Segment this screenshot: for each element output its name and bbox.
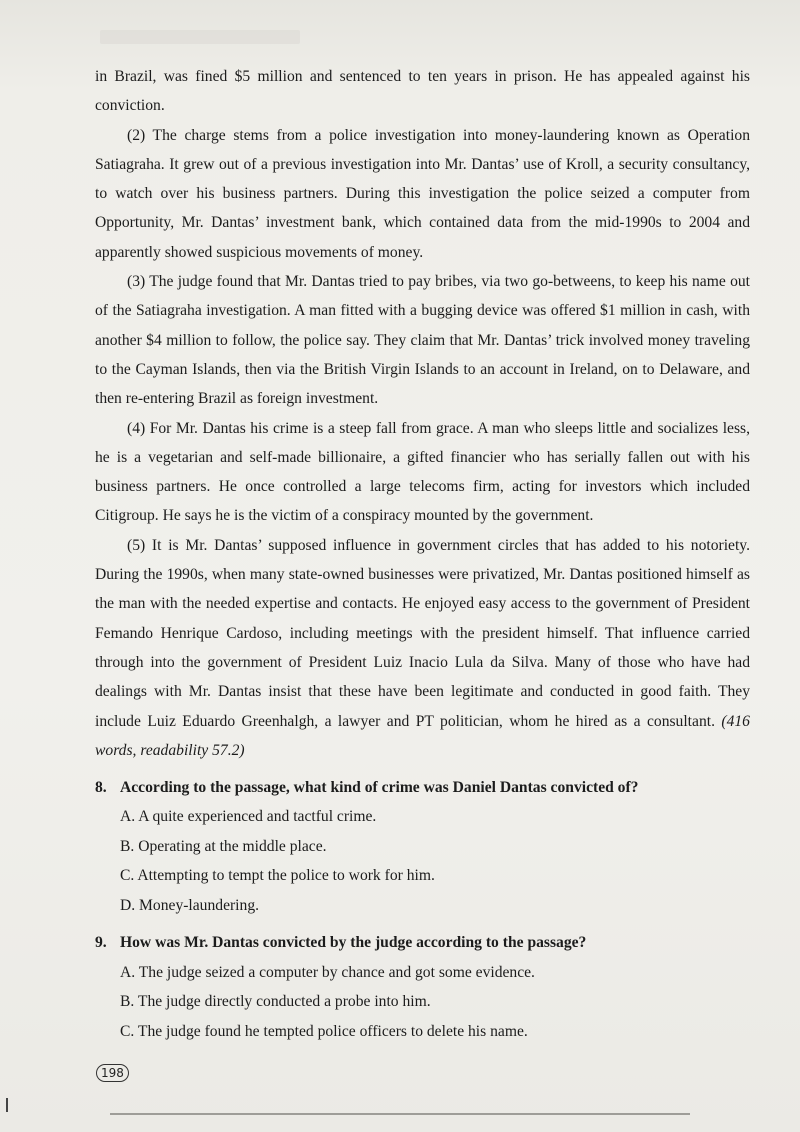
paragraph-3: (3) The judge found that Mr. Dantas tried to pay bribes, via two go-betweens, to keep his name out of the Satiagraha investigation. A man fitted with a bugging device was offered $1 million in cash, with another $4 million to follow, the police say. They claim that Mr. Dantas’ trick involved money traveling to the Cayman Islands, then via the British Virgin Islands to an account in Ireland, on to Delaware, and then re-entering Brazil as foreign investment. — [95, 273, 750, 408]
bottom-divider — [110, 1113, 690, 1115]
passage-stats: (416 words, readability 57.2) — [95, 712, 750, 759]
option-c: C. Attempting to tempt the police to work for him. — [120, 867, 435, 885]
bleed-through-header — [100, 30, 300, 44]
option-a: A. The judge seized a computer by chance and got some evidence. — [120, 963, 535, 981]
question-9 — [95, 928, 750, 957]
page-number: 198 — [96, 1064, 129, 1082]
question-8-options — [120, 802, 750, 920]
question-9-options — [120, 958, 750, 1047]
paragraph-2: (2) The charge stems from a police investigation into money-laundering known as Operation Satiagraha. It grew out of a previous investigation into Mr. Dantas’ use of Kroll, a security consultancy, to watch over his business partners. During this investigation the police seized a computer from Opportunity, Mr. Dantas’ investment bank, which contained data from the mid-1990s to 2004 and apparently showed suspicious movements of money. — [95, 126, 750, 261]
question-number: 9. — [95, 934, 107, 952]
option-c: C. The judge found he tempted police officers to delete his name. — [120, 1022, 528, 1040]
question-number: 8. — [95, 779, 107, 797]
binding-mark — [6, 1098, 8, 1112]
paragraph-5 — [95, 531, 750, 765]
paragraph-5-text: (5) It is Mr. Dantas’ supposed influence in government circles that has added to his notoriety. During the 1990s, when many state-owned businesses were privatized, Mr. Dantas positioned himself as the man with the needed expertise and contacts. He enjoyed easy access to the government of President Femando Henrique Cardoso, including meetings with the president himself. That influence carried through into the government of President Luiz Inacio Lula da Silva. Many of those who have had dealings with Mr. Dantas insist that these have been legitimate and conducted in good faith. They include Luiz Eduardo Greenhalgh, a lawyer and PT politician, whom he hired as a consultant. — [95, 536, 750, 730]
option-b: B. The judge directly conducted a probe into him. — [120, 993, 431, 1011]
question-8 — [95, 773, 750, 802]
option-d: D. Money-laundering. — [120, 896, 260, 914]
option-b: B. Operating at the middle place. — [120, 837, 327, 855]
reading-passage — [95, 62, 750, 1046]
question-text: How was Mr. Dantas convicted by the judge according to the passage? — [120, 934, 587, 952]
question-text: According to the passage, what kind of crime was Daniel Dantas convicted of? — [120, 779, 639, 797]
paragraph-4: (4) For Mr. Dantas his crime is a steep fall from grace. A man who sleeps little and socializes less, he is a vegetarian and self-made billionaire, a gifted financier who has serially fallen out with his business partners. He once controlled a large telecoms firm, acting for investors which included Citigroup. He says he is the victim of a conspiracy mounted by the government. — [95, 419, 750, 525]
option-a: A. A quite experienced and tactful crime. — [120, 808, 377, 826]
passage-lead: in Brazil, was fined $5 million and sentenced to ten years in prison. He has appealed against his conviction. — [95, 68, 750, 115]
